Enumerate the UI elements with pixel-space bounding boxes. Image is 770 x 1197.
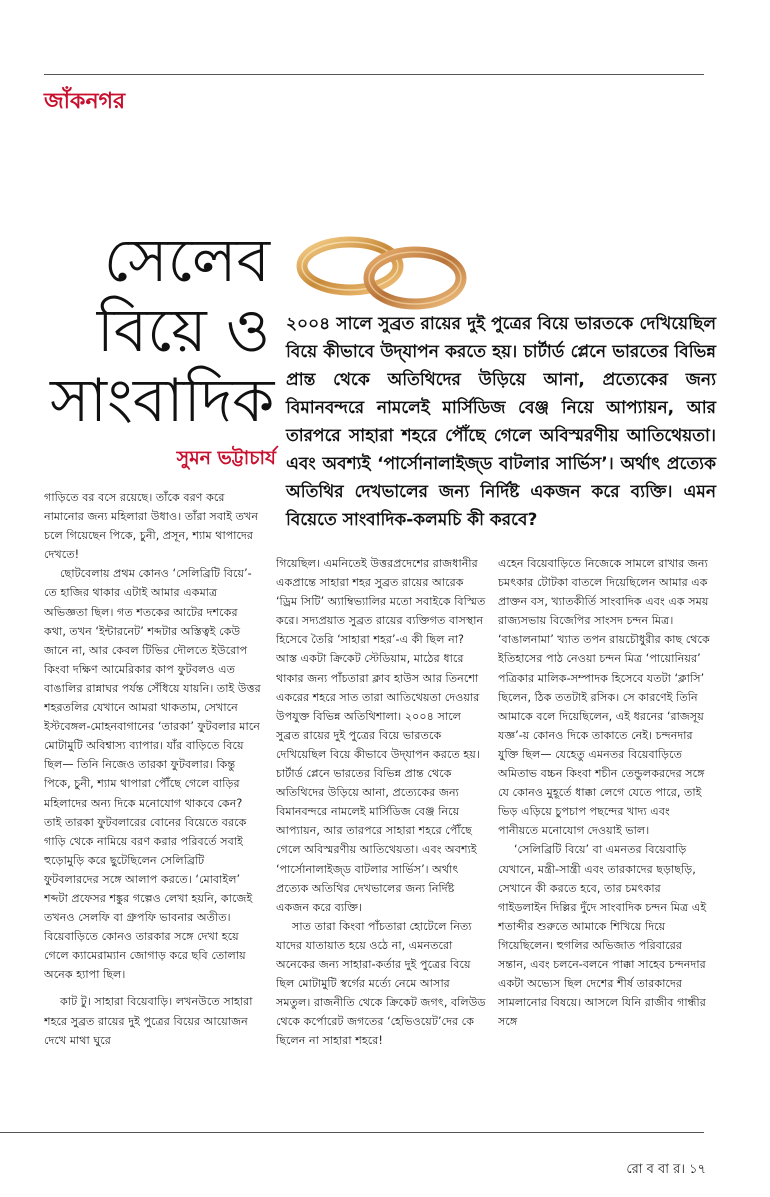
col2-paragraph-2: সাত তারা কিংবা পাঁচতারা হোটেলে নিত্য যাদের যাতায়াত হয়ে ওঠে না, এমনতরো অনেকের জন্য সাহারা-কর্তার দুই পুত্রের বিয়ে ছিল মোটামুটি স্বর্গের মর্ত্যে নেমে আসার সমতুল। রাজনীতি থেকে ক্রিকেট জগৎ, বলিউড থেকে কর্পোরেট জগতের ‘হেভিওয়েট’দের কে ছিলেন না সাহারা শহরে! [276,919,486,1048]
byline: সুমন ভট্টাচার্য [176,447,276,469]
col1-paragraph-2: ছোটবেলায় প্রথম কোনও ‘সেলিব্রিটি বিয়ে’-তে হাজির থাকার এটাই আমার একমাত্র অভিজ্ঞতা ছিল। গত শতকের আটের দশকের কথা, তখন ‘ইন্টারনেট’ শব্দটার অস্তিত্বই কেউ জানে না, আর কেবল টিভির দৌলতে ইউরোপ কিংবা দক্ষিণ আমেরিকার কাপ ফুটবলও এত বাঙালির রান্নাঘর পর্যন্ত সেঁধিয়ে যায়নি। তাই উত্তর শহরতলির যেখানে আমরা থাকতাম, সেখানে ইস্টবেঙ্গল-মোহনবাগানের ‘তারকা’ ফুটবলার মানে মোটামুটি অবিশ্বাস্য ব্যাপার। যাঁর বাড়িতে বিয়ে ছিল— তিনি নিজেও তারকা ফুটবলার। কিন্তু পিকে, চুনী, শ্যাম থাপারা পৌঁছে গেলে বাড়ির মহিলাদের অন্য দিকে মনোযোগ থাকবে কেন? তাই তারকা ফুটবলারের বোনের বিয়েতে বরকে গাড়ি থেকে নামিয়ে বরণ করার পরিবর্তে সবাই হুড়োমুড়ি করে ছুটেছিলেন সেলিব্রিটি ফুটবলারদের সঙ্গে আলাপ করতে। ‘মোবাইল’ শব্দটা প্রফেসর শঙ্কুর গল্পেও লেখা হয়নি, কাজেই তখনও সেলফি বা গ্রুপফি ভাবনার অতীত। বিয়েবাড়িতে কোনও তারকার সঙ্গে দেখা হয়ে গেলে ক্যামেরাম্যান জোগাড় করে ছবি তোলায় অনেক হ্যাপা ছিল। [44,567,261,982]
col3-paragraph-2: ‘সেলিব্রিটি বিয়ে’ বা এমনতর বিয়েবাড়ি যেখানে, মন্ত্রী-সান্ত্রী এবং তারকাদের ছড়াছড়ি, সেখানে কী করতে হবে, তার চমৎকার গাইডলাইন দিল্লির দুঁদে সাংবাদিক চন্দন মিত্র এই শতাব্দীর শুরুতে আমাকে শিখিয়ে দিয়ে গিয়েছিলেন। হুগলির অভিজাত পরিবারের সন্তান, এবং চলনে-বলনে পাক্কা সাহেব চন্দনদার একটা অভ্যেস ছিল দেশের শীর্ষ তারকাদের সামলানোর বিষয়ে। আসলে যিনি রাজীব গান্ধীর সঙ্গে [498,843,707,1029]
wedding-rings-image [290,226,480,316]
article-column-3 [498,554,710,1076]
headline-line-3: সাংবাদিক [50,366,275,436]
col1-paragraph-1: গাড়িতে বর বসে রয়েছে। তাঁকে বরণ করে নামানোর জন্য মহিলারা উধাও। তাঁরা সবাই তখন চলে গিয়েছেন পিকে, চুনী, প্রসূন, শ্যাম থাপাদের দেখতে! [44,491,259,562]
intro-paragraph: ২০০৪ সালে সুব্রত রায়ের দুই পুত্রের বিয়ে ভারতকে দেখিয়েছিল বিয়ে কীভাবে উদ্‌যাপন করতে হয়। চার্টার্ড প্লেনে ভারতের বিভিন্ন প্রান্ত থেকে অতিথিদের উড়িয়ে আনা, প্রত্যেকের জন্য বিমানবন্দরে নামলেই মার্সিডিজ বেঞ্জ নিয়ে আপ্যায়ন, আর তারপরে সাহারা শহরে পৌঁছে গেলে অবিস্মরণীয় আতিথেয়তা। এবং অবশ্যই ‘পার্সোনালাইজ্‌ড বাটলার সার্ভিস’। অর্থাৎ প্রত্যেক অতিথির দেখভালের জন্য নির্দিষ্ট একজন করে ব্যক্তি। এমন বিয়েতে সাংবাদিক-কলমচি কী করবে? [286,314,716,530]
top-rule [44,74,704,75]
page-footer: রো ব বা র। ১৭ [626,1162,706,1177]
headline-line-1: সেলেব [103,226,270,296]
section-label: জাঁকনগর [44,89,126,114]
bottom-rule [0,1132,704,1133]
col3-paragraph-1: এহেন বিয়েবাড়িতে নিজেকে সামলে রাখার জন্য চমৎকার টোটকা বাতলে দিয়েছিলেন আমার এক প্রাক্তন বস, খ্যাতকীর্তি সাংবাদিক এবং এক সময় রাজ্যসভায় বিজেপির সাংসদ চন্দন মিত্র। ‘বাঙালনামা’ খ্যাত তপন রায়চৌধুরীর কাছ থেকে ইতিহাসের পাঠ নেওয়া চন্দন মিত্র ‘পায়োনিয়র’ পত্রিকার মালিক-সম্পাদক হিসেবে যতটা ‘ক্লাসি’ ছিলেন, ঠিক ততটাই রসিক। সে কারণেই তিনি আমাকে বলে দিয়েছিলেন, এই ধরনের ‘রাজসূয় যজ্ঞ’-য় কোনও দিকে তাকাতে নেই। চন্দনদার যুক্তি ছিল— যেহেতু এমনতর বিয়েবাড়িতে অমিতাভ বচ্চন কিংবা শচীন তেন্ডুলকরদের সঙ্গে যে কোনও মুহূর্তে ধাক্কা লেগে যেতে পারে, তাই ভিড় এড়িয়ে চুপচাপ পছন্দের খাদ্য এবং পানীয়তে মনোযোগ দেওয়াই ভাল। [498,557,710,838]
col1-paragraph-3: কাট টু। সাহারা বিয়েবাড়ি। লখনউতে সাহারা শহরে সুব্রত রায়ের দুই পুত্রের বিয়ের আয়োজন দেখে মাথা ঘুরে [44,995,253,1047]
article-column-1 [44,488,262,1076]
headline-line-2: বিয়ে ও [96,296,270,366]
article-column-2 [276,554,486,1076]
col2-paragraph-1: গিয়েছিল। এমনিতেই উত্তরপ্রদেশের রাজধানীর একপ্রান্তে সাহারা শহর সুব্রত রায়ের আরেক ‘ড্রিম সিটি’ অ্যাম্বিভ্যালির মতো সবাইকে বিস্মিত করে। সদ্যপ্রয়াত সুব্রত রায়ের ব্যক্তিগত বাসস্থান হিসেবে তৈরি ‘সাহারা শহর’-এ কী ছিল না? আস্ত একটা ক্রিকেট স্টেডিয়াম, মাঠের ধারে থাকার জন্য পাঁচতারা ক্লাব হাউস আর তিনশো একরের শহরে সাত তারা আতিথেয়তা দেওয়ার উপযুক্ত বিভিন্ন অতিথিশালা। ২০০৪ সালে সুব্রত রায়ের দুই পুত্রের বিয়ে ভারতকে দেখিয়েছিল বিয়ে কীভাবে উদ্‌যাপন করতে হয়। চার্টার্ড প্লেনে ভারতের বিভিন্ন প্রান্ত থেকে অতিথিদের উড়িয়ে আনা, প্রত্যেকের জন্য বিমানবন্দরে নামলেই মার্সিডিজ বেঞ্জ নিয়ে আপ্যায়ন, আর তারপরে সাহারা শহরে পৌঁছে গেলে অবিস্মরণীয় আতিথেয়তা। এবং অবশ্যই ‘পার্সোনালাইজ্‌ড বাটলার সার্ভিস’। অর্থাৎ প্রত্যেক অতিথির দেখভালের জন্য নির্দিষ্ট একজন করে ব্যক্তি। [276,557,486,914]
